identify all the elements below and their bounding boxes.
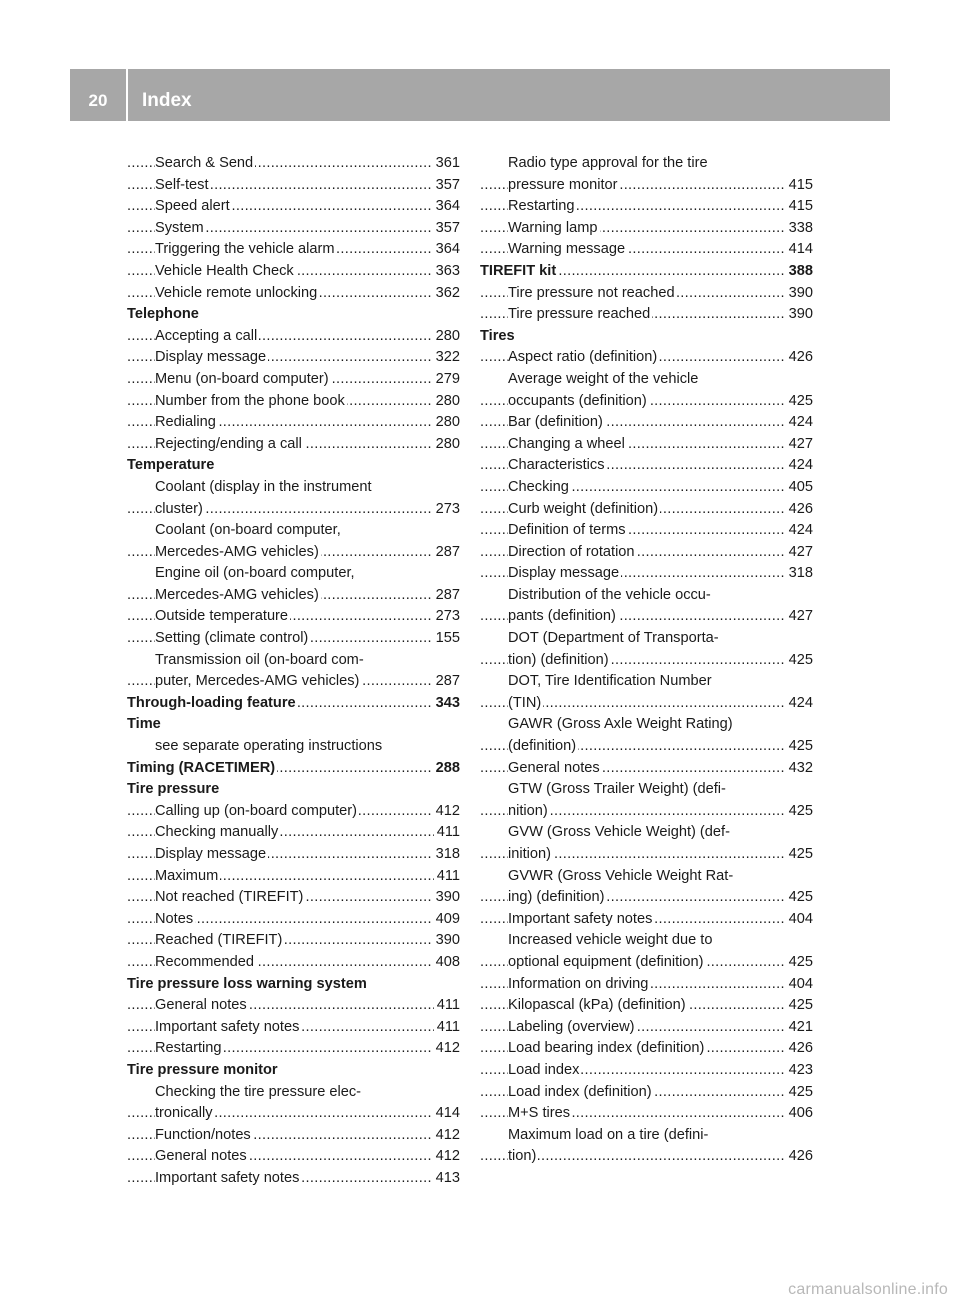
index-entry (127, 412, 460, 434)
index-entry (127, 1125, 460, 1147)
page-reference: 404 (786, 909, 813, 931)
entry-label: DOT, Tire Identification Number (508, 673, 712, 690)
index-entry (127, 520, 460, 542)
page-reference: 280 (433, 412, 460, 434)
entry-label: GVW (Gross Vehicle Weight) (def- (508, 824, 730, 841)
page-reference: 364 (433, 196, 460, 218)
entry-label: Tire pressure (127, 781, 220, 798)
page-reference: 415 (786, 175, 813, 197)
page-reference: 411 (434, 866, 460, 888)
page-reference: 425 (786, 995, 813, 1017)
index-entry (480, 1082, 813, 1104)
entry-label: Redialing (155, 414, 216, 431)
page-reference: 426 (786, 499, 813, 521)
entry-label: tion) (508, 1148, 537, 1165)
page-reference: 413 (433, 1168, 460, 1190)
entry-label: Load index (508, 1061, 580, 1078)
index-entry (127, 628, 460, 650)
page-reference: 288 (433, 758, 460, 780)
entry-label: Transmission oil (on-board com- (155, 651, 364, 668)
entry-label: GVWR (Gross Vehicle Weight Rat- (508, 867, 734, 884)
page-reference: 424 (786, 455, 813, 477)
entry-label: Distribution of the vehicle occu- (508, 586, 711, 603)
page-reference: 409 (433, 909, 460, 931)
page-reference: 280 (433, 391, 460, 413)
index-entry (127, 995, 460, 1017)
index-entry (480, 1103, 813, 1125)
page-reference: 426 (786, 1146, 813, 1168)
page-reference: 318 (433, 844, 460, 866)
entry-label: Recommended (155, 953, 254, 970)
entry-label: (definition) (508, 738, 577, 755)
entry-label: Display message (155, 349, 267, 366)
entry-label: Tires (480, 327, 515, 344)
entry-label: General notes (508, 759, 600, 776)
index-entry (480, 844, 813, 866)
page-reference: 357 (433, 218, 460, 240)
page-reference: 427 (786, 606, 813, 628)
index-column-left (127, 153, 460, 1190)
page-reference: 280 (433, 434, 460, 456)
entry-label: Important safety notes (155, 1018, 300, 1035)
index-entry (127, 326, 460, 348)
index-entry (127, 542, 460, 564)
page-reference: 155 (433, 628, 460, 650)
page-reference: 426 (786, 347, 813, 369)
index-heading (127, 455, 460, 477)
entry-label: nition) (508, 802, 548, 819)
entry-label: Engine oil (on-board computer, (155, 565, 355, 582)
page-reference: 405 (786, 477, 813, 499)
page-reference: 426 (786, 1038, 813, 1060)
index-entry (480, 736, 813, 758)
index-entry (480, 779, 813, 801)
entry-label: Mercedes-AMG vehicles) (155, 543, 319, 560)
entry-label: pants (definition) (508, 608, 616, 625)
index-entry (127, 909, 460, 931)
entry-label: GTW (Gross Trailer Weight) (defi- (508, 781, 726, 798)
entry-label: Definition of terms (508, 522, 626, 539)
index-entry (127, 218, 460, 240)
entry-label: Vehicle Health Check (155, 262, 294, 279)
index-entry (480, 499, 813, 521)
entry-label: Kilopascal (kPa) (definition) (508, 997, 686, 1014)
page-reference: 364 (433, 239, 460, 261)
page-reference: 425 (786, 1082, 813, 1104)
entry-label: Calling up (on-board computer) (155, 802, 357, 819)
index-entry (127, 347, 460, 369)
index-entry (127, 822, 460, 844)
page-reference: 427 (786, 434, 813, 456)
index-heading (127, 304, 460, 326)
index-entry (480, 866, 813, 888)
page-reference: 424 (786, 693, 813, 715)
page-reference: 273 (433, 499, 460, 521)
index-entry (127, 736, 460, 758)
page-reference: 322 (433, 347, 460, 369)
page-reference: 390 (433, 930, 460, 952)
index-entry (480, 1017, 813, 1039)
page-reference: 414 (786, 239, 813, 261)
index-entry (127, 153, 460, 175)
index-entry (127, 1103, 460, 1125)
entry-label: Tire pressure reached (508, 306, 651, 323)
page-reference: 280 (433, 326, 460, 348)
entry-label: System (155, 219, 204, 236)
page-reference: 287 (433, 585, 460, 607)
entry-label: Checking manually (155, 824, 279, 841)
entry-label: Through-loading feature (127, 694, 296, 711)
entry-label: occupants (definition) (508, 392, 647, 409)
page-reference: 390 (786, 283, 813, 305)
index-entry (480, 391, 813, 413)
entry-label: inition) (508, 846, 551, 862)
index-entry (127, 606, 460, 628)
index-heading (127, 779, 460, 801)
index-entry (127, 952, 460, 974)
index-entry (480, 175, 813, 197)
index-entry (480, 434, 813, 456)
index-entry (480, 887, 813, 909)
index-entry (480, 412, 813, 434)
index-entry (480, 974, 813, 996)
entry-label: Setting (climate control) (155, 630, 309, 647)
entry-label: Telephone (127, 306, 199, 323)
entry-label: Load index (definition) (508, 1083, 652, 1100)
index-entry (480, 1146, 813, 1168)
page-reference: 362 (433, 283, 460, 305)
entry-label: Display message (508, 565, 620, 582)
page-reference: 425 (786, 736, 813, 758)
entry-label: Bar (definition) (508, 414, 603, 431)
entry-label: tion) (definition) (508, 651, 609, 668)
entry-label: Radio type approval for the tire (508, 155, 708, 171)
index-entry (480, 477, 813, 499)
page-reference: 414 (433, 1103, 460, 1125)
entry-label: Coolant (on-board computer, (155, 522, 341, 539)
entry-label: Important safety notes (508, 910, 653, 927)
entry-label: Restarting (508, 198, 575, 215)
index-entry (480, 196, 813, 218)
entry-label: Function/notes (155, 1126, 251, 1143)
entry-label: Number from the phone book (155, 392, 345, 409)
page-reference: 361 (433, 153, 460, 175)
page-reference: 421 (786, 1017, 813, 1039)
page-reference: 412 (433, 1146, 460, 1168)
page-reference: 318 (786, 563, 813, 585)
entry-label: cluster) (155, 500, 203, 517)
page-header (70, 69, 890, 121)
entry-label: Checking the tire pressure elec- (155, 1083, 362, 1100)
entry-label: Timing (RACETIMER) (127, 759, 276, 776)
index-entry (480, 693, 813, 715)
entry-label: Information on driving (508, 975, 649, 992)
entry-label: Load bearing index (definition) (508, 1040, 705, 1057)
page-reference: 408 (433, 952, 460, 974)
index-entry (480, 520, 813, 542)
page-reference: 363 (433, 261, 460, 283)
index-entry (480, 542, 813, 564)
entry-label: TIREFIT kit (480, 262, 557, 279)
index-entry (127, 261, 460, 283)
index-entry (480, 347, 813, 369)
index-entry (480, 995, 813, 1017)
page-number: 20 (88, 91, 108, 110)
index-heading (127, 758, 460, 780)
entry-label: Curb weight (definition) (508, 500, 659, 517)
entry-label: Triggering the vehicle alarm (155, 241, 335, 258)
index-entry (127, 175, 460, 197)
entry-label: Outside temperature (155, 608, 289, 625)
entry-label: Warning message (508, 241, 626, 258)
entry-label: Menu (on-board computer) (155, 370, 329, 387)
index-entry (127, 866, 460, 888)
entry-label: optional equipment (definition) (508, 953, 704, 970)
index-entry (127, 801, 460, 823)
index-entry (127, 671, 460, 693)
index-entry (127, 585, 460, 607)
page-reference: 411 (434, 822, 460, 844)
entry-label: DOT (Department of Transporta- (508, 630, 719, 647)
entry-label: Aspect ratio (definition) (508, 349, 658, 366)
page-reference: 425 (786, 391, 813, 413)
index-entry (480, 1125, 813, 1147)
index-entry (127, 1038, 460, 1060)
entry-label: Tire pressure loss warning system (127, 975, 367, 992)
index-entry (127, 1082, 460, 1104)
entry-label: (TIN) (508, 694, 542, 711)
index-entry (480, 930, 813, 952)
page-reference: 406 (786, 1103, 813, 1125)
page-reference: 425 (786, 952, 813, 974)
index-entry (480, 455, 813, 477)
entry-label: Self-test (155, 176, 209, 193)
page-reference: 432 (786, 758, 813, 780)
entry-label: Display message (155, 846, 267, 862)
header-divider (126, 69, 128, 121)
page-reference: 425 (786, 887, 813, 909)
entry-label: pressure monitor (508, 176, 618, 193)
index-entry (480, 153, 813, 175)
page-reference: 273 (433, 606, 460, 628)
page-reference: 343 (433, 693, 460, 715)
index-entry (127, 369, 460, 391)
index-entry (127, 887, 460, 909)
entry-label: Maximum (155, 867, 219, 884)
entry-label: Notes (155, 910, 194, 927)
page-reference: 423 (786, 1060, 813, 1082)
page-reference: 390 (786, 304, 813, 326)
entry-label: see separate operating instructions (155, 738, 383, 755)
entry-label: Checking (508, 478, 569, 495)
entry-label: tronically (155, 1105, 213, 1122)
index-entry (480, 218, 813, 240)
index-entry (480, 822, 813, 844)
page-reference: 424 (786, 412, 813, 434)
index-entry (127, 650, 460, 672)
entry-label: Tire pressure monitor (127, 1061, 278, 1078)
index-entry (127, 1168, 460, 1190)
entry-label: Direction of rotation (508, 543, 635, 560)
page-reference: 425 (786, 801, 813, 823)
index-entry (127, 844, 460, 866)
page-reference: 357 (433, 175, 460, 197)
index-entry (480, 563, 813, 585)
index-heading (127, 974, 460, 996)
index-entry (127, 499, 460, 521)
index-entry (480, 606, 813, 628)
entry-label: Characteristics (508, 457, 605, 474)
entry-label: Search & Send (155, 155, 254, 171)
page-reference: 287 (433, 542, 460, 564)
index-column-right (480, 153, 813, 1168)
index-entry (127, 1146, 460, 1168)
index-heading (127, 714, 460, 736)
index-entry (127, 196, 460, 218)
index-entry (480, 650, 813, 672)
entry-label: GAWR (Gross Axle Weight Rating) (508, 716, 733, 733)
page-reference: 404 (786, 974, 813, 996)
index-entry (480, 304, 813, 326)
entry-label: Accepting a call (155, 327, 258, 344)
index-heading (480, 261, 813, 283)
index-entry (480, 671, 813, 693)
index-entry (127, 477, 460, 499)
entry-label: Temperature (127, 457, 215, 474)
page-reference: 388 (786, 261, 813, 283)
index-entry (480, 714, 813, 736)
entry-label: Vehicle remote unlocking (155, 284, 318, 301)
page-reference: 411 (434, 995, 460, 1017)
index-entry (127, 563, 460, 585)
page-reference: 427 (786, 542, 813, 564)
index-entry (480, 628, 813, 650)
index-entry (480, 909, 813, 931)
entry-label: Not reached (TIREFIT) (155, 889, 304, 906)
page-reference: 424 (786, 520, 813, 542)
entry-label: Mercedes-AMG vehicles) (155, 586, 319, 603)
index-entry (480, 283, 813, 305)
entry-label: Warning lamp (508, 219, 598, 236)
page-reference: 412 (433, 1125, 460, 1147)
entry-label: Maximum load on a tire (defini- (508, 1126, 709, 1143)
index-entry (127, 239, 460, 261)
watermark: carmanualsonline.info (788, 1281, 948, 1298)
index-entry (480, 801, 813, 823)
page-reference: 287 (433, 671, 460, 693)
section-title: Index (142, 90, 192, 111)
entry-label: Speed alert (155, 198, 230, 215)
page-reference: 415 (786, 196, 813, 218)
index-heading (127, 1060, 460, 1082)
entry-label: Changing a wheel (508, 435, 625, 452)
page-reference: 390 (433, 887, 460, 909)
index-entry (127, 391, 460, 413)
index-entry (480, 585, 813, 607)
index-heading (480, 326, 813, 348)
index-entry (480, 369, 813, 391)
entry-label: General notes (155, 997, 247, 1014)
entry-label: Restarting (155, 1040, 222, 1057)
page-reference: 425 (786, 844, 813, 866)
entry-label: Labeling (overview) (508, 1018, 635, 1035)
entry-label: Average weight of the vehicle (508, 370, 699, 387)
index-entry (480, 758, 813, 780)
entry-label: Important safety notes (155, 1169, 300, 1186)
index-entry (127, 930, 460, 952)
entry-label: General notes (155, 1148, 247, 1165)
index-entry (127, 283, 460, 305)
page-reference: 412 (433, 801, 460, 823)
entry-label: Time (127, 716, 161, 733)
entry-label: M+S tires (508, 1105, 571, 1122)
page-reference: 412 (433, 1038, 460, 1060)
index-entry (480, 1038, 813, 1060)
page-reference: 425 (786, 650, 813, 672)
page-reference: 279 (433, 369, 460, 391)
entry-label: Rejecting/ending a call (155, 435, 302, 452)
index-entry (480, 239, 813, 261)
entry-label: ing) (definition) (508, 889, 605, 906)
entry-label: Tire pressure not reached (508, 284, 675, 301)
page-reference: 338 (786, 218, 813, 240)
entry-label: puter, Mercedes-AMG vehicles) (155, 673, 360, 690)
entry-label: Increased vehicle weight due to (508, 932, 713, 949)
entry-label: Coolant (display in the instrument (155, 478, 372, 495)
page-reference: 411 (434, 1017, 460, 1039)
index-heading (127, 693, 460, 715)
index-entry (480, 1060, 813, 1082)
index-entry (127, 1017, 460, 1039)
entry-label: Reached (TIREFIT) (155, 932, 283, 949)
index-entry (480, 952, 813, 974)
index-entry (127, 434, 460, 456)
